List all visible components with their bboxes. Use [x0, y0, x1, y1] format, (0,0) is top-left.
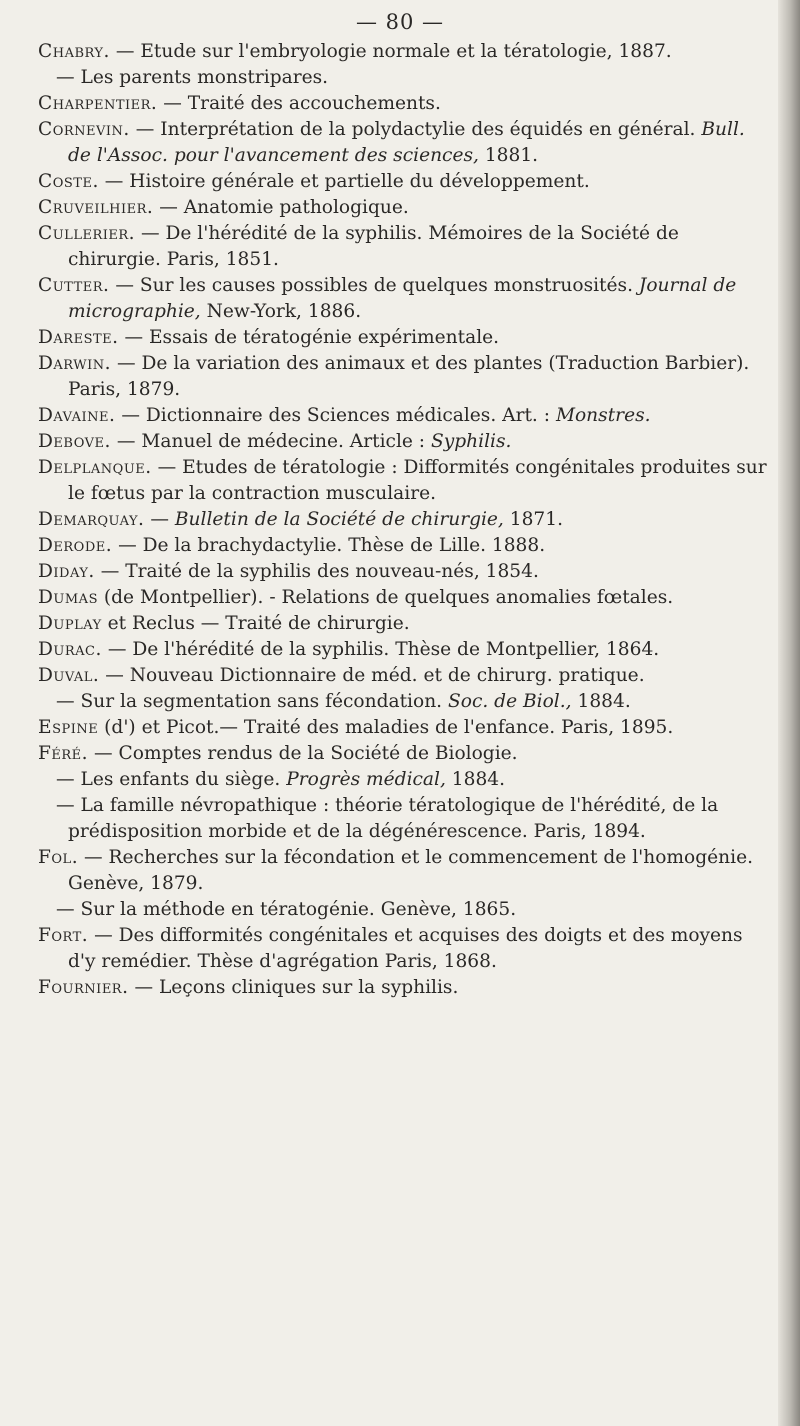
bib-text: — [150, 509, 169, 530]
bib-entry [38, 403, 768, 429]
bib-entry [38, 65, 768, 91]
bib-entry [38, 533, 768, 559]
bib-journal: Journal de micrographie, [68, 275, 737, 322]
bib-entry [38, 845, 768, 897]
bib-author: Diday. [38, 561, 95, 582]
bib-author: Debove. [38, 431, 111, 452]
bib-author: Dumas [38, 587, 98, 608]
bib-author: Durac. [38, 639, 102, 660]
bib-author: Cruveilhier. [38, 197, 154, 218]
bib-journal: Bull. de l'Assoc. pour l'avancement des sciences, [68, 119, 745, 166]
bib-text: — Recherches sur la fécondation et le commencement de l'homogénie. Genève, 1879. [68, 847, 753, 894]
bib-author: Féré. [38, 743, 89, 764]
bib-entry [38, 975, 768, 1001]
bib-entry [38, 117, 768, 169]
bib-entry [38, 559, 768, 585]
bib-author: Espine [38, 717, 99, 738]
bib-text: — Sur la segmentation sans fécondation. [56, 691, 443, 712]
bib-text: — Essais de tératogénie expérimentale. [124, 327, 500, 348]
bib-entry [38, 221, 768, 273]
bib-entry [38, 585, 768, 611]
bib-entry [38, 923, 768, 975]
bib-entry [38, 507, 768, 533]
bib-text: — Etudes de tératologie : Difformités congénitales produites sur le fœtus par la contraction musculaire. [68, 457, 767, 504]
bib-author: Delplanque. [38, 457, 152, 478]
bib-author: Fournier. [38, 977, 129, 998]
bib-text: — Leçons cliniques sur la syphilis. [134, 977, 459, 998]
bib-journal: Bulletin de la Société de chirurgie, [174, 509, 504, 530]
bib-text: — Des difformités congénitales et acquises des doigts et des moyens d'y remédier. Thèse d'agrégation Paris, 1868. [68, 925, 743, 972]
bib-text: — De l'hérédité de la syphilis. Mémoires de la Société de chirurgie. Paris, 1851. [68, 223, 679, 270]
bib-text: — Les parents monstripares. [56, 67, 329, 88]
bib-author: Coste. [38, 171, 99, 192]
bib-author: Charpentier. [38, 93, 158, 114]
bib-entry [38, 663, 768, 689]
bib-author: Derode. [38, 535, 113, 556]
bib-journal: Soc. de Biol., [448, 691, 572, 712]
bib-entry [38, 91, 768, 117]
bib-text: — De la variation des animaux et des plantes (Traduction Barbier). Paris, 1879. [68, 353, 750, 400]
bib-text: — Etude sur l'embryologie normale et la tératologie, 1887. [115, 41, 672, 62]
bib-text: — Dictionnaire des Sciences médicales. Art. : [121, 405, 551, 426]
bib-entry [38, 897, 768, 923]
bib-author: Fol. [38, 847, 79, 868]
bib-entry [38, 611, 768, 637]
bib-entry [38, 767, 768, 793]
bib-entry [38, 351, 768, 403]
bib-entry [38, 325, 768, 351]
bib-author: Darwin. [38, 353, 112, 374]
bib-text: — Interprétation de la polydactylie des équidés en général. [135, 119, 696, 140]
bib-entry [38, 273, 768, 325]
bib-author: Chabry. [38, 41, 110, 62]
bib-author: Demarquay. [38, 509, 145, 530]
bib-author: Duplay [38, 613, 102, 634]
bib-entry [38, 741, 768, 767]
bib-text: — Sur la méthode en tératogénie. Genève, 1865. [56, 899, 517, 920]
bib-entry [38, 637, 768, 663]
bib-author: Davaine. [38, 405, 116, 426]
page-number: — 80 — [355, 10, 445, 34]
bib-author: Fort. [38, 925, 89, 946]
bib-entry [38, 195, 768, 221]
bib-text: et Reclus — Traité de chirurgie. [107, 613, 410, 634]
bib-year: 1884. [577, 691, 631, 712]
bib-entry [38, 715, 768, 741]
bib-text: (d') et Picot.— Traité des maladies de l'enfance. Paris, 1895. [104, 717, 674, 738]
bib-year: 1884. [451, 769, 506, 790]
bib-text: — Les enfants du siège. [56, 769, 281, 790]
bib-text: — De l'hérédité de la syphilis. Thèse de Montpellier, 1864. [107, 639, 660, 660]
bib-text: — Anatomie pathologique. [159, 197, 409, 218]
bib-text: — Comptes rendus de la Société de Biologie. [94, 743, 518, 764]
bib-text: — De la brachydactylie. Thèse de Lille. 1888. [118, 535, 546, 556]
bib-text: — Nouveau Dictionnaire de méd. et de chirurg. pratique. [105, 665, 645, 686]
bib-author: Cutter. [38, 275, 110, 296]
bib-author: Cullerier. [38, 223, 136, 244]
bib-text: — Manuel de médecine. Article : [116, 431, 426, 452]
page-edge-shadow [778, 0, 800, 1426]
bib-entry [38, 793, 768, 845]
bib-year: 1881. [484, 145, 539, 166]
bib-year: New-York, 1886. [206, 301, 362, 322]
bib-entry [38, 455, 768, 507]
bib-text: — La famille névropathique : théorie tératologique de l'hérédité, de la prédisposition morbide et de la dégénérescence. Paris, 1894. [56, 795, 719, 842]
bib-entry [38, 169, 768, 195]
bib-author: Duval. [38, 665, 100, 686]
bib-text: — Traité de la syphilis des nouveau-nés, 1854. [100, 561, 539, 582]
bib-author: Cornevin. [38, 119, 130, 140]
bibliography-list [38, 39, 768, 1001]
bib-entry [38, 39, 768, 65]
bib-journal: Progrès médical, [286, 769, 446, 790]
bib-journal: Monstres. [555, 405, 651, 426]
bib-text: — Sur les causes possibles de quelques monstruosités. [115, 275, 633, 296]
bib-author: Dareste. [38, 327, 119, 348]
bib-text: (de Montpellier). - Relations de quelques anomalies fœtales. [103, 587, 674, 608]
bib-entry [38, 429, 768, 455]
bib-text: — Traité des accouchements. [163, 93, 441, 114]
bib-entry [38, 689, 768, 715]
bib-journal: Syphilis. [431, 431, 512, 452]
bib-text: — Histoire générale et partielle du développement. [104, 171, 590, 192]
bib-year: 1871. [509, 509, 563, 530]
